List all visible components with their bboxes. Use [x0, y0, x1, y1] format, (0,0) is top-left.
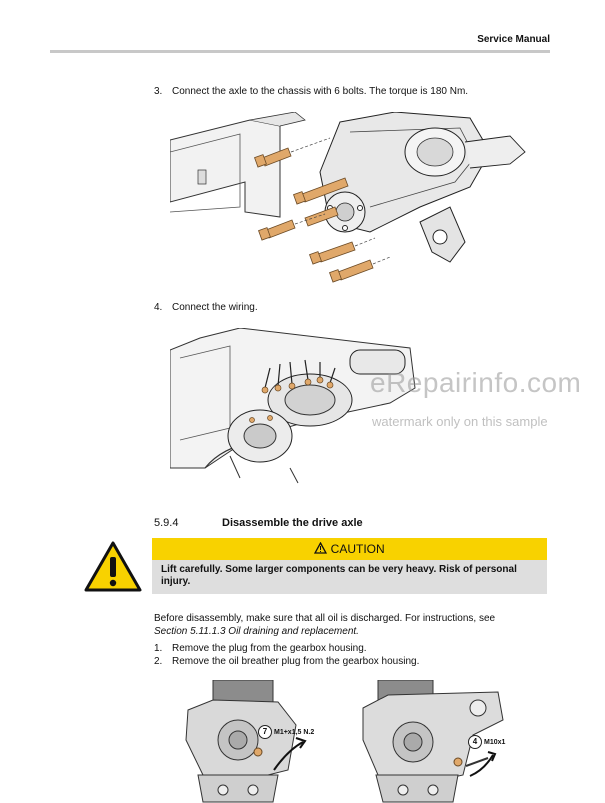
step-text: Connect the wiring. — [172, 302, 258, 313]
intro-reference: Section 5.11.1.3 Oil draining and replacement. — [154, 626, 359, 637]
step-3 — [154, 86, 468, 97]
caution-text: Lift carefully. Some larger components can be very heavy. Risk of personal injury. — [152, 560, 547, 594]
step-text: Remove the oil breather plug from the gearbox housing. — [172, 656, 420, 667]
axle-chassis-illustration — [170, 112, 530, 292]
step-number: 2. — [154, 656, 163, 667]
callout-plug — [258, 725, 314, 739]
step-1 — [154, 643, 367, 654]
section-number: 5.9.4 — [154, 517, 179, 529]
callout-label: M10x1 — [484, 739, 506, 746]
step-text: Connect the axle to the chassis with 6 bolts. The torque is 180 Nm. — [172, 86, 469, 97]
step-number: 3. — [154, 86, 163, 97]
step-4 — [154, 302, 258, 313]
wiring-illustration — [170, 328, 420, 488]
header-title: Service Manual — [477, 34, 550, 45]
step-text: Remove the plug from the gearbox housing. — [172, 643, 367, 654]
callout-label: M1+x1,5 N.2 — [274, 729, 315, 736]
caution-heading: CAUTION — [330, 542, 385, 556]
step-number: 1. — [154, 643, 163, 654]
callout-number: 7 — [258, 725, 272, 739]
plug-removal-illustration — [178, 680, 318, 803]
step-2 — [154, 656, 419, 667]
caution-header — [152, 538, 547, 560]
caution-box — [152, 538, 547, 594]
intro-text: Before disassembly, make sure that all oil is discharged. For instructions, see — [154, 613, 496, 624]
warning-triangle-icon — [84, 541, 142, 593]
section-title: Disassemble the drive axle — [222, 517, 363, 529]
watermark-note: watermark only on this sample — [372, 414, 548, 429]
watermark-site: eRepairinfo.com — [370, 367, 582, 398]
callout-number: 4 — [468, 735, 482, 749]
callout-breather — [468, 735, 505, 749]
caution-small-icon — [314, 542, 327, 554]
intro-paragraph — [154, 612, 554, 638]
step-number: 4. — [154, 302, 163, 313]
header-rule — [50, 50, 550, 53]
